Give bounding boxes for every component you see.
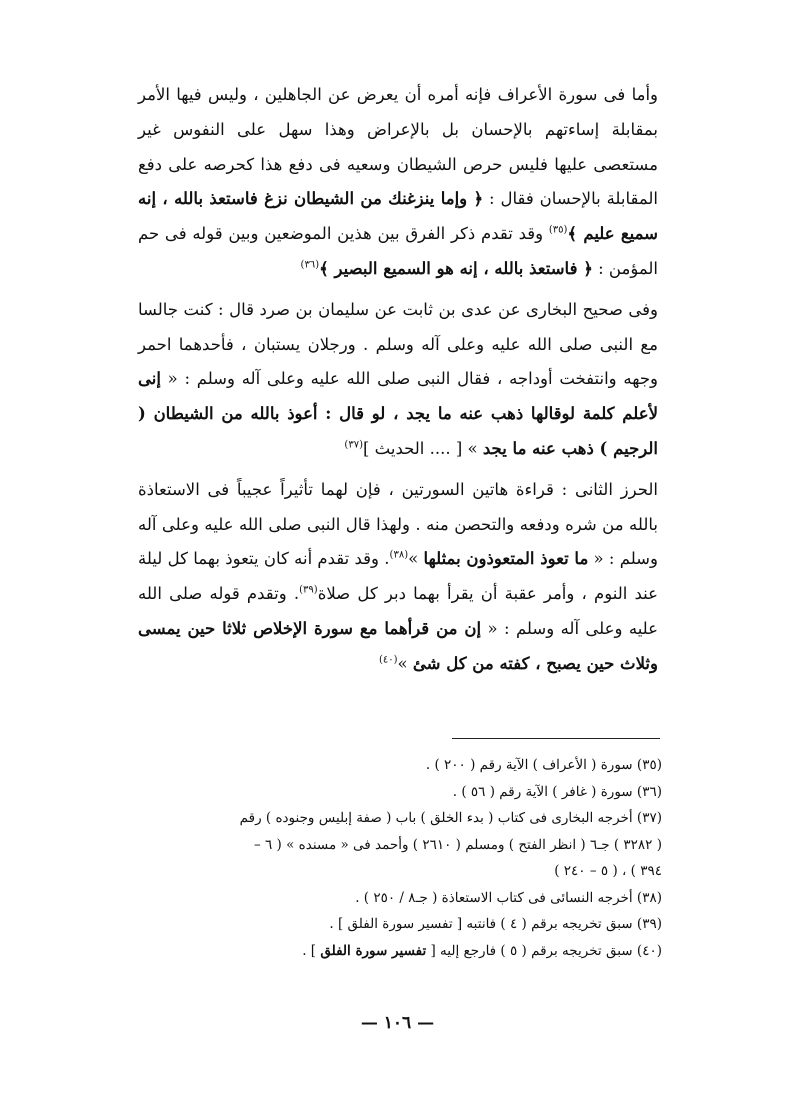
- footnote-ref: (٣٨): [389, 549, 409, 561]
- footnote-38: [132, 885, 662, 912]
- page-number: — ١٠٦ —: [360, 1013, 435, 1033]
- footnote-37: [132, 805, 662, 832]
- footnote-ref: (٤٠): [378, 654, 398, 666]
- paragraph-text: . وتقدم قوله صلى الله عليه وعلى آله وسلم : «: [138, 584, 658, 638]
- paragraph-text: وقد تقدم ذكر الفرق بين هذين الموضعين وبين قوله فى حم المؤمن :: [138, 224, 658, 278]
- paragraph-2: [138, 293, 658, 467]
- body-text: [138, 78, 658, 682]
- paragraph-text: »: [397, 653, 413, 673]
- paragraph-text: » [ .... الحديث ]: [362, 438, 483, 458]
- footnote-text: أخرجه البخارى فى كتاب ( بدء الخلق ) باب ( صفة إبليس وجنوده ) رقم: [239, 810, 633, 826]
- hadith-quote: إنى لأعلم كلمة لوقالها ذهب عنه ما يجد ، لو قال : أعوذ بالله من الشيطان ( الرجيم ) ذهب عنه ما يجد: [138, 369, 658, 458]
- paragraph-text: وفى صحيح البخارى عن عدى بن ثابت عن سليمان بن صرد قال : كنت جالسا مع النبى صلى الله عليه وعلى آله وسلم . ورجلان يستبان ، فأحدهما احمر وجهه وانتفخت أوداجه ، فقال النبى صلى الله عليه وعلى آله وسلم : «: [138, 299, 658, 389]
- footnote-text: سورة ( الأعراف ) الآية رقم ( ٢٠٠ ) .: [425, 757, 633, 773]
- footnote-number: (٣٨): [636, 889, 662, 906]
- footnote-36: [132, 779, 662, 806]
- hadith-quote: إن من قرأهما مع سورة الإخلاص ثلاثا حين يمسى وثلاث حين يصبح ، كفته من كل شئ: [138, 618, 658, 673]
- footnote-number: (٣٦): [636, 783, 662, 800]
- paragraph-text: وأما فى سورة الأعراف فإنه أمره أن يعرض عن الجاهلين ، وليس فيها الأمر بمقابلة إساءتهم بالإحسان بل بالإعراض وهذا سهل على النفوس غير مستعصى عليها فليس حرص الشيطان وسعيه فى دفع هذا كحرصه على دفع المقابلة بالإحسان فقال :: [138, 85, 658, 209]
- footnote-ref: (٣٩): [299, 584, 318, 596]
- quran-verse: ﴿ فاستعذ بالله ، إنه هو السميع البصير ﴾: [319, 258, 593, 278]
- footnote-number: (٣٩): [636, 916, 662, 932]
- footnote-divider: [452, 738, 660, 739]
- footnote-text: أخرجه النسائى فى كتاب الاستعاذة ( جـ٨ / ٢٥٠ ) .: [355, 889, 633, 906]
- paragraph-text: »: [408, 549, 424, 569]
- footnote-number: (٤٠): [636, 942, 662, 959]
- footnote-37-continued: ( ٣٢٨٢ ) جـ٦ ( انظر الفتح ) ومسلم ( ٢٦١٠ ) وأحمد فى « مسنده » ( ٦ –: [253, 836, 662, 853]
- footnote-number: (٣٧): [636, 810, 662, 826]
- footnote-39: [132, 911, 662, 938]
- footnotes: [132, 752, 662, 964]
- footnote-text: سبق تخريجه برقم ( ٥ ) فارجع إليه [: [426, 942, 633, 959]
- footnote-text: سورة ( غافر ) الآية رقم ( ٥٦ ) .: [452, 783, 633, 800]
- quran-verse: ﴿ وإما ينزغنك من الشيطان نزغ فاستعذ بالله ، إنه سميع عليم ﴾: [138, 189, 658, 244]
- footnote-number: (٣٥): [636, 757, 662, 773]
- paragraph-text: الحرز الثانى : قراءة هاتين السورتين ، فإن لهما تأثيراً عجيباً فى الاستعاذة بالله من شره ودفعه والتحصن منه . ولهذا قال النبى صلى الله عليه وعلى آله وسلم : «: [138, 479, 658, 569]
- footnote-37-continued: ٣٩٤ ) ، ( ٥ – ٢٤٠ ): [554, 863, 662, 879]
- footnote-text: سبق تخريجه برقم ( ٤ ) فانتبه [ تفسير سورة الفلق ] .: [329, 916, 633, 932]
- footnote-ref: (٣٥): [548, 224, 568, 236]
- footnote-40: [132, 938, 662, 965]
- hadith-quote: ما تعوذ المتعوذون بمثلها: [423, 549, 589, 569]
- paragraph-1: [138, 78, 658, 287]
- footnote-text: ] .: [302, 942, 321, 959]
- footnote-ref: (٣٧): [344, 439, 363, 451]
- footnote-35: [132, 752, 662, 779]
- paragraph-3: [138, 473, 658, 682]
- paragraph-text: . وقد تقدم أنه كان يتعوذ بهما كل ليلة عند النوم ، وأمر عقبة أن يقرأ بهما دبر كل صلاة: [138, 549, 658, 604]
- footnote-ref: (٣٦): [300, 259, 320, 271]
- footnote-bold-title: تفسير سورة الفلق: [320, 942, 427, 959]
